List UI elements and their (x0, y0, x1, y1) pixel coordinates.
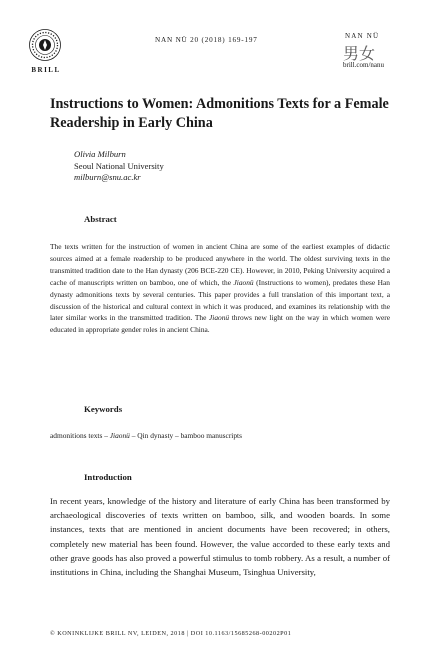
introduction-heading: Introduction (84, 472, 132, 482)
journal-chinese-title: 男女 (343, 44, 376, 63)
abstract-part-2: (Instructions to women), predates these Han dynasty admonitions texts by several centuries. This paper provides a full translation of this important text, a discussion of the historical and cultural context in which it was produced, and examines its relationship with the later similar works in the transmitted tradition. The (50, 277, 390, 323)
author-name: Olivia Milburn (74, 149, 126, 159)
author-affiliation: Seoul National University (74, 160, 164, 171)
abstract-title-jiaonu-2: Jiaonü (208, 313, 230, 323)
abstract-part-1: The texts written for the instruction of women in ancient China are some of the earliest examples of didactic sources aimed at a female readership to be produced anywhere in the world. The oldest surviving texts in the transmitted tradition date to the Han dynasty (206 BCE-220 CE). However, in 2010, Peking University acquired a cache of manuscripts written on bamboo, one of which, the (50, 242, 390, 287)
brill-seal-logo (28, 28, 62, 62)
journal-name: NAN NÜ (345, 32, 380, 40)
keyword-jiaonu: Jiaonü (109, 431, 130, 440)
abstract-heading: Abstract (84, 214, 117, 224)
author-block (74, 149, 164, 184)
keywords-part-1: admonitions texts – (50, 431, 110, 440)
journal-url-link[interactable]: brill.com/nanu (343, 61, 385, 69)
abstract-part-3: throws new light on the way in which women were educated in appropriate gender roles in ancient China. (50, 313, 390, 335)
keywords-heading: Keywords (84, 404, 123, 414)
keywords-part-2: – Qin dynasty – bamboo manuscripts (129, 431, 242, 440)
keywords-list (50, 431, 242, 440)
abstract-text (50, 241, 390, 336)
journal-citation: NAN NÜ 20 (2018) 169-197 (155, 36, 258, 44)
article-title: Instructions to Women: Admonitions Texts for a Female Readership in Early China (50, 96, 389, 131)
introduction-text: In recent years, knowledge of the history and literature of early China has been transformed by archaeological discoveries of texts written on bamboo, silk, and wooden boards. In some instances, texts that are mentioned in ancient documents have been recovered; in others, completely new material has been found. However, the value accorded to these early texts and other grave goods has also proved a powerful stimulus to tomb robbery. As a result, a number of institutions in China, including the Shanghai Museum, Tsinghua University, (50, 496, 390, 578)
publisher-name: BRILL (31, 66, 61, 74)
abstract-title-jiaonu-1: Jiaonü (233, 277, 254, 287)
copyright-footer: © KONINKLIJKE BRILL NV, LEIDEN, 2018 | DOI 10.1163/15685268-00202P01 (50, 630, 292, 637)
author-email-link[interactable]: milburn@snu.ac.kr (74, 172, 141, 182)
